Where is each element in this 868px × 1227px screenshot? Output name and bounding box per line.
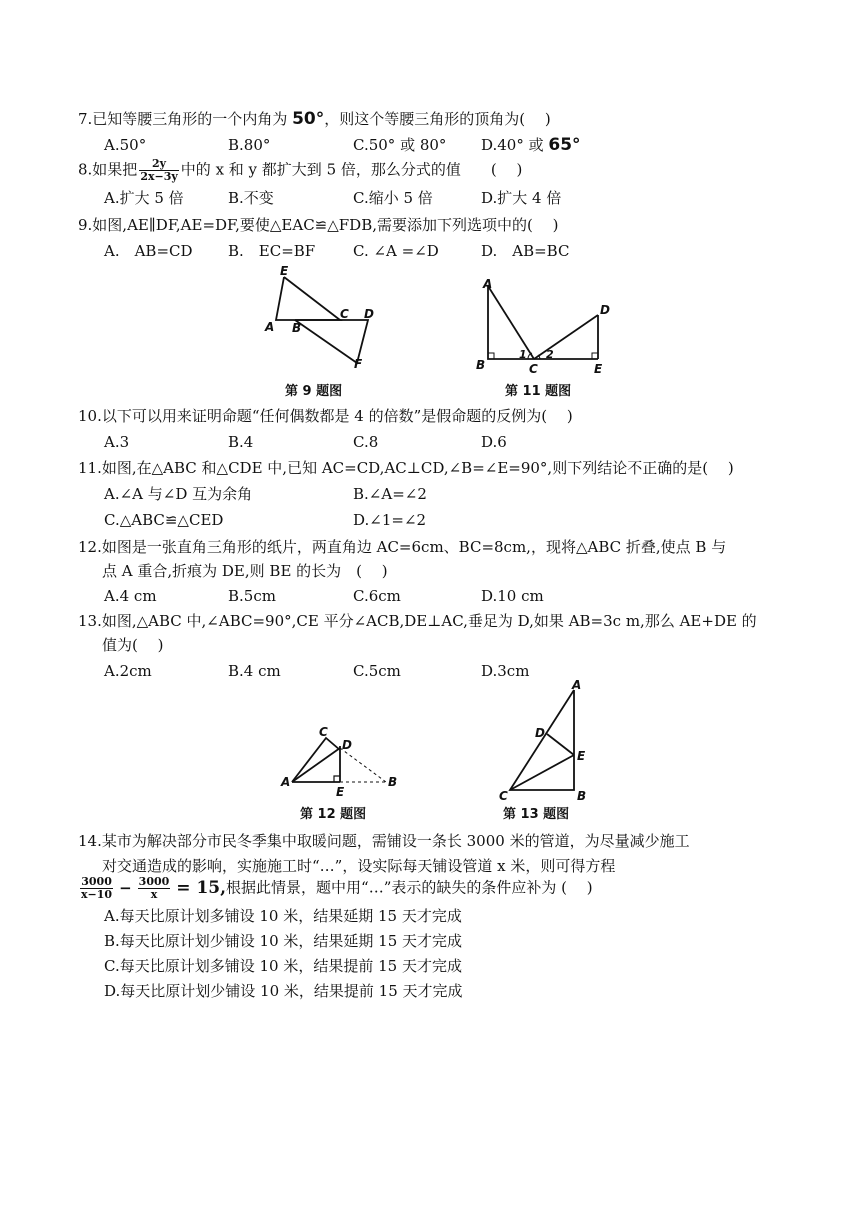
figure-11 [476, 272, 616, 378]
fig11-label-2: 2 [546, 348, 554, 361]
question-9-stem: 9.如图,AE∥DF,AE=DF,要使△EAC≌△FDB,需要添加下列选项中的( ) [78, 216, 559, 234]
question-9-option-b: B. EC=BF [228, 242, 316, 260]
question-14-stem: 14.某市为解决部分市民冬季集中取暖问题，需铺设一条长 3000 米的管道，为尽量减少施工 [78, 832, 690, 850]
question-9-option-d: D. AB=BC [481, 242, 570, 260]
question-8-text-b: 中的 x 和 y 都扩大到 5 倍，那么分式的值 ( ) [180, 160, 523, 179]
fig13-label-b: B [577, 789, 587, 802]
question-11-option-c: C.△ABC≌△CED [104, 511, 224, 529]
figure-13-caption: 第 13 题图 [503, 807, 570, 822]
fraction-denominator: 2x−3y [140, 170, 178, 183]
question-13-option-a: A.2cm [104, 662, 152, 680]
fig9-label-b: B [292, 321, 302, 335]
question-14-stem-continued: 对交通造成的影响，实施施工时“…”，设实际每天铺设管道 x 米，则可得方程 [102, 857, 616, 875]
question-11-stem: 11.如图,在△ABC 和△CDE 中,已知 AC=CD,AC⊥CD,∠B=∠E=90°,则下列结论不正确的是( ) [78, 459, 734, 477]
equation-fraction-1 [80, 876, 113, 901]
figure-13 [490, 680, 600, 802]
question-12-option-d: D.10 cm [481, 587, 544, 605]
question-10-option-b: B.4 [228, 433, 254, 451]
question-8-stem [78, 158, 522, 183]
question-8-fraction [139, 158, 178, 183]
question-8-option-a: A.扩大 5 倍 [104, 189, 184, 207]
equation-minus: − [119, 878, 132, 897]
question-10-option-d: D.6 [481, 433, 507, 451]
fraction-numerator: 2y [139, 158, 178, 171]
fig11-label-d: D [600, 303, 610, 317]
question-14-option-b: B.每天比原计划少铺设 10 米，结果延期 15 天才完成 [104, 932, 463, 950]
question-14-equation-line [78, 876, 593, 901]
question-9-option-a: A. AB=CD [104, 242, 193, 260]
fig9-label-f: F [354, 357, 363, 370]
question-13-stem-continued: 值为( ) [102, 636, 164, 654]
question-7-option-d-value: 65° [548, 135, 581, 155]
fig11-label-a: A [483, 277, 493, 291]
equation-numerator-1: 3000 [81, 875, 112, 888]
question-7-stem [78, 108, 551, 130]
question-14-stem-end: 根据此情景，题中用“…”表示的缺失的条件应补为 ( ) [226, 878, 593, 897]
figure-9-diagram [258, 262, 388, 370]
question-13-option-b: B.4 cm [228, 662, 281, 680]
equation-fraction-2 [138, 876, 171, 901]
fig13-label-a: A [572, 680, 582, 692]
question-14-option-a: A.每天比原计划多铺设 10 米，结果延期 15 天才完成 [104, 907, 462, 925]
question-8-text-a: 8.如果把 [78, 160, 138, 179]
fig12-label-e: E [336, 785, 345, 799]
question-7-option-c: C.50° 或 80° [353, 136, 447, 154]
equation-denominator-1: x−10 [81, 888, 113, 901]
question-13-option-d: D.3cm [481, 662, 530, 680]
fig11-label-b: B [476, 358, 486, 372]
question-7-option-a: A.50° [104, 136, 147, 154]
fig9-label-a: A [265, 320, 275, 334]
fig11-label-1: 1 [519, 348, 527, 361]
fig13-label-d: D [535, 726, 545, 740]
question-11-option-a: A.∠A 与∠D 互为余角 [104, 485, 253, 503]
question-7-option-d [481, 134, 581, 156]
question-10-option-a: A.3 [104, 433, 130, 451]
question-10-option-c: C.8 [353, 433, 379, 451]
figure-11-diagram [476, 272, 616, 378]
question-11-option-b: B.∠A=∠2 [353, 485, 427, 503]
question-7-angle: 50° [292, 109, 325, 129]
equation-numerator-2: 3000 [138, 875, 170, 888]
fig11-label-e: E [594, 362, 603, 376]
equation-rhs: = 15, [176, 877, 227, 898]
question-9-option-c: C. ∠A =∠D [353, 242, 439, 260]
question-14-option-d: D.每天比原计划少铺设 10 米，结果提前 15 天才完成 [104, 982, 463, 1000]
fig9-label-c: C [340, 307, 349, 321]
figure-13-diagram [490, 680, 600, 802]
figure-9-caption: 第 9 题图 [285, 384, 343, 399]
question-12-stem: 12.如图是一张直角三角形的纸片，两直角边 AC=6cm、BC=8cm,，现将△ABC 折叠,使点 B 与 [78, 538, 727, 556]
question-7-option-b: B.80° [228, 136, 271, 154]
figure-9 [258, 262, 388, 370]
question-8-option-b: B.不变 [228, 189, 274, 207]
question-7-text-a: 7.已知等腰三角形的一个内角为 [78, 110, 293, 128]
question-12-option-b: B.5cm [228, 587, 276, 605]
fig13-label-e: E [577, 749, 586, 763]
fig12-label-c: C [319, 725, 328, 739]
fig12-label-d: D [342, 738, 352, 752]
question-12-stem-continued: 点 A 重合,折痕为 DE,则 BE 的长为 ( ) [102, 562, 388, 580]
question-12-option-a: A.4 cm [104, 587, 157, 605]
question-14-option-c: C.每天比原计划多铺设 10 米，结果提前 15 天才完成 [104, 957, 462, 975]
question-13-option-c: C.5cm [353, 662, 401, 680]
question-8-option-c: C.缩小 5 倍 [353, 189, 433, 207]
fig12-label-a: A [281, 775, 291, 789]
question-11-option-d: D.∠1=∠2 [353, 511, 427, 529]
figure-12-diagram [278, 722, 408, 802]
question-8-option-d: D.扩大 4 倍 [481, 189, 562, 207]
question-7-option-d-text: D.40° 或 [481, 136, 549, 154]
fig13-label-c: C [499, 789, 508, 802]
question-10-stem: 10.以下可以用来证明命题“任何偶数都是 4 的倍数”是假命题的反例为( ) [78, 407, 573, 425]
equation-denominator-2: x [150, 888, 158, 901]
figure-11-caption: 第 11 题图 [505, 384, 572, 399]
fig9-label-d: D [364, 307, 374, 321]
figure-12-caption: 第 12 题图 [300, 807, 367, 822]
fig9-label-e: E [280, 264, 289, 278]
figure-12 [278, 722, 408, 802]
question-12-option-c: C.6cm [353, 587, 401, 605]
fig12-label-b: B [388, 775, 398, 789]
question-7-text-b: ，则这个等腰三角形的顶角为( ) [324, 110, 551, 128]
fig11-label-c: C [529, 362, 538, 376]
question-13-stem: 13.如图,△ABC 中,∠ABC=90°,CE 平分∠ACB,DE⊥AC,垂足为 D,如果 AB=3c m,那么 AE+DE 的 [78, 612, 757, 630]
